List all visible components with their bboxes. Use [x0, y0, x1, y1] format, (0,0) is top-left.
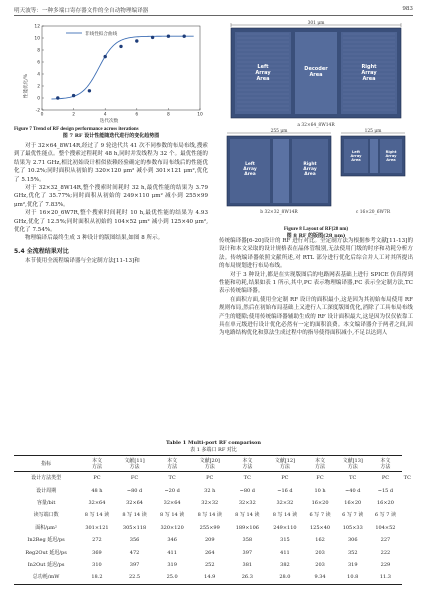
table-cell: 162	[315, 537, 325, 544]
paragraph: 对于 32×64_8W14R,经过了 9 轮迭代共 41 次不同参数的布局布线,搜索到了最优性能点。整个搜索过程耗时 48 h,同时并发线程为 32 个。最优性能的结果为 2.71 GHz,相比初始设计相似依赖经验确定的参数布局布线后的性能优化了 10.2%;同时面积从初始的 320×120 μm² 减小到 301×121 μm²,优化了 5.15%。	[14, 143, 208, 183]
table-row-label: 总功耗/mW	[14, 571, 78, 584]
table-row	[14, 522, 413, 534]
fit-curve	[51, 36, 193, 99]
y-tick-label: 4	[37, 72, 40, 78]
table-row	[14, 571, 413, 584]
y-tick-label: 8	[37, 48, 40, 54]
table-cell: 203	[315, 561, 325, 568]
chart-legend	[66, 30, 118, 37]
table-cell: 9.34	[304, 571, 337, 584]
table-row-label: 设计方法类型	[31, 475, 62, 482]
table-cell: TC	[243, 475, 251, 482]
table-row-label: In2Out 延迟/ps	[27, 561, 65, 568]
chart-points	[56, 35, 186, 100]
header-rule	[14, 15, 413, 16]
legend-label: 非线性拟合曲线	[85, 32, 118, 37]
table-cell: 32×32	[238, 499, 256, 506]
table-cell: 209	[204, 537, 215, 544]
table-cell: 229	[380, 561, 391, 568]
table-cell: 32×32	[276, 499, 294, 506]
y-axis-label: 性能优化/%	[24, 73, 29, 99]
paragraph: 对于 16×20_6W7R,整个搜索时间耗时 10 h,最优性能的结果为 4.93 GHz,优化了 12.5%;同时面积从初始的 104×52 μm² 减小到 125×40 μm²,优化了 7.54%。	[14, 210, 208, 234]
left-array-label: Left Array Area	[350, 150, 362, 162]
section-heading: 5.4 全流程结果对比	[14, 247, 69, 255]
table-cell: 252	[204, 561, 215, 568]
table-cell: 411	[280, 549, 290, 556]
table-cell: 16×20	[344, 499, 362, 506]
y-tick-label: 12	[34, 24, 40, 30]
table-cell: 319	[347, 561, 358, 568]
table-cell: 411	[167, 549, 177, 556]
y-tick-label: 0	[37, 96, 40, 102]
table-cell: 305×118	[122, 524, 147, 531]
fit-line	[51, 36, 193, 99]
figure-8-layouts	[219, 20, 413, 220]
table-row-label: 设计周期	[36, 487, 57, 494]
table-cell: 227	[380, 537, 391, 544]
table-row	[14, 484, 413, 496]
left-column	[14, 20, 208, 265]
table-header-cell: 文献[20] 方法	[191, 456, 229, 472]
data-point	[167, 35, 170, 38]
table-cell: 25.0	[153, 571, 191, 584]
layout-b	[227, 129, 331, 215]
table-row	[14, 472, 413, 485]
subfig-a-label: a 32×64_8W14R	[297, 123, 335, 128]
table-cell: 10.8	[336, 571, 369, 584]
y-tick-label: 6	[37, 60, 40, 66]
table-header-cell: 本文 方法	[304, 456, 337, 472]
table-row-label: Reg2Out 延迟/ps	[25, 549, 67, 556]
table-cell: 301×121	[85, 524, 109, 531]
table-cell: 6 写 7 读	[374, 512, 396, 519]
page-number: 983	[402, 6, 413, 12]
table-cell: 352	[347, 549, 358, 556]
paragraph: 本节使用全流程编译器与全定制方法[11-13]和	[25, 257, 140, 264]
table-row	[14, 546, 413, 558]
data-point	[88, 89, 91, 92]
figure-7-caption-zh: 图 7 RF 设计性能随迭代进行的变化趋势图	[62, 133, 160, 139]
table-cell: 222	[380, 549, 391, 556]
table-cell: ~15 d	[377, 487, 394, 494]
table-row-label: 面积/μm²	[35, 524, 57, 531]
right-column	[219, 20, 413, 338]
figure-8-caption-en: Figure 8 Layout of RF(28 nm)	[283, 227, 349, 232]
table-header-cell: 本文 方法	[229, 456, 267, 472]
table-header-cell: 本文 方法	[369, 456, 402, 472]
table-cell: PC	[93, 475, 101, 482]
figure-7-caption-en: Figure 7 Trend of RF design performance across iterations	[14, 127, 139, 132]
table-row-label: 读写端口数	[33, 512, 59, 519]
table-cell: 10 h	[314, 487, 326, 494]
table-cell: PC	[381, 475, 390, 482]
table-cell: 104×52	[375, 524, 396, 531]
figure-7-caption	[14, 126, 208, 140]
table-header-cell: 文献[11] 方法	[116, 456, 154, 472]
table-cell: PC	[206, 475, 214, 482]
table-caption-en: Table 1 Multi-port RF comparison	[165, 440, 262, 446]
table-1	[14, 440, 413, 585]
table-cell: 358	[242, 537, 253, 544]
right-array-label: Right Array Area	[303, 162, 317, 177]
paragraph: 物理编译后最终生成 3 种设计的版图结果,如图 8 所示。	[25, 235, 164, 242]
table-cell: TC	[168, 475, 176, 482]
table-cell: 32×64	[126, 499, 143, 506]
data-point	[151, 36, 154, 39]
table-row	[14, 509, 413, 521]
table-row	[14, 534, 413, 546]
table-cell: ~16 d	[277, 487, 293, 494]
table-cell: 6 写 7 读	[342, 512, 364, 519]
table-cell: 22.5	[116, 571, 154, 584]
table-cell: 319	[167, 561, 177, 568]
x-tick-label: 4	[103, 112, 107, 118]
table-cell: 32×64	[163, 499, 181, 506]
table-cell: 26.3	[229, 571, 267, 584]
table-cell: 320×120	[160, 524, 184, 531]
table-cell: 14.9	[191, 571, 229, 584]
table-cell: 8 写 14 读	[197, 512, 222, 519]
table-cell: 28.0	[266, 571, 304, 584]
figure-8	[219, 20, 413, 239]
table-cell: 397	[129, 561, 140, 568]
table-row-label: In2Reg 延迟/ps	[27, 537, 65, 544]
data-point	[104, 55, 107, 58]
comparison-table	[14, 455, 413, 585]
table-cell: 255×99	[199, 524, 220, 531]
table-cell: 310	[92, 561, 102, 568]
figure-7-chart	[14, 20, 208, 124]
table-cell: ~40 d	[345, 487, 361, 494]
table-cell: ~80 d	[239, 487, 255, 494]
left-array-label: Left Array Area	[243, 162, 257, 177]
table-cell: FC	[316, 475, 324, 482]
table-cell: 32×32	[201, 499, 219, 506]
paragraph: 在面积方面,使用全定制 RF 设计的面积最小,这是因为其初始布局使用 RF 规则布局,然后在初始布局基础上又进行人工深度版图优化,消除了工具布局布线产生的缝隙;使用传统编译器辅助生成的 RF 设计面积最大,这是因为仅仅依靠工具在单元级进行设计优化必然有一定的面积浪费。本文编译器介于两者之间,因为电路结构优化和算法生成过程中的指导使得面积减小,不足以达到人	[219, 296, 413, 337]
table-cell: 315	[280, 537, 290, 544]
table-cell: 48 h	[91, 487, 103, 494]
layout-c	[341, 129, 405, 215]
table-header-cell: 本文 方法	[78, 456, 116, 472]
table-cell: 8 写 14 读	[235, 512, 260, 519]
table-cell: 249×110	[273, 524, 297, 531]
y-tick-label: 2	[37, 84, 40, 90]
table-header-cell: 文献[13] 方法	[336, 456, 369, 472]
dim-label: 301 μm	[307, 21, 325, 26]
table-cell: 125×40	[310, 524, 331, 531]
x-tick-label: 6	[135, 112, 139, 118]
table-cell: 472	[129, 549, 140, 556]
table-cell: 11.3	[369, 571, 402, 584]
table-cell: 272	[92, 537, 102, 544]
table-cell: 16×20	[311, 499, 329, 506]
running-header-title: 明天波等：一种多端口寄存器文件的全自动物理编译器	[14, 8, 149, 14]
table-header-cell: 本文 方法	[153, 456, 191, 472]
table-row-label: 容量/bit	[36, 499, 56, 506]
y-tick-label: 10	[34, 36, 40, 42]
table-cell: 32×64	[88, 499, 106, 506]
table-cell: TC	[403, 474, 411, 481]
table-cell: 346	[167, 537, 177, 544]
data-point	[135, 39, 138, 42]
x-tick-label: 8	[167, 112, 170, 118]
table-cell: TC	[349, 475, 357, 482]
x-tick-label: 2	[72, 112, 75, 118]
table-cell: 105×33	[342, 524, 363, 531]
table-cell: 8 写 14 读	[272, 512, 298, 519]
table-cell: 356	[129, 537, 140, 544]
data-point	[56, 96, 59, 99]
figure-7	[14, 20, 208, 140]
table-cell: 8 写 14 读	[159, 512, 185, 519]
table-cell: 381	[242, 561, 253, 568]
paragraph: 对于 32×32_8W14R,整个搜索时间耗时 32 h,最优性能的结果为 3.79 GHz,优化了 35.77%;同时面积从初始的 249×110 μm² 减小到 255×99 μm²,优化了 7.83%。	[14, 185, 208, 208]
table-cell: ~80 d	[126, 487, 143, 494]
table-cell: 306	[347, 537, 358, 544]
table-cell: 8 写 14 读	[122, 512, 147, 519]
figure-8-caption-zh: 图 8 RF 的版图(28 nm)	[286, 233, 346, 239]
table-caption-zh: 表 1 多端口 RF 对比	[190, 447, 237, 453]
table-cell: 203	[315, 549, 325, 556]
right-body	[219, 237, 413, 338]
table-cell: 16×20	[376, 499, 394, 506]
x-tick-label: 10	[197, 112, 203, 118]
table-caption	[14, 440, 413, 454]
decoder-label: Decoder Area	[304, 66, 328, 78]
subfig-b-label: b 32×32_8W14R	[260, 210, 298, 215]
layout-a	[231, 21, 401, 128]
table-cell: FC	[130, 475, 139, 482]
table-cell: 18.2	[78, 571, 116, 584]
left-body	[14, 142, 208, 265]
table-cell: ~20 d	[164, 487, 180, 494]
table-cell: 382	[280, 561, 290, 568]
table-row	[14, 559, 413, 571]
plot-frame	[42, 26, 200, 110]
table-cell: 8 写 14 读	[84, 512, 110, 519]
figure-8-caption	[219, 226, 413, 240]
dim-label: 255 μm	[270, 129, 288, 134]
data-point	[119, 45, 122, 48]
x-tick-label: 0	[40, 112, 44, 118]
table-header-row	[14, 456, 413, 472]
right-array-label: Right Array Area	[385, 150, 397, 162]
table-header-metric: 指标	[14, 456, 78, 472]
paragraph: 对于 3 种设计,都是在实现版图后的电路网表基础上进行 SPICE 仿真得到性能和功耗,结果如表 1 所示,其中,PC 表示物理编译器,FC 表示全定制方法,TC 表示传统编译器。	[219, 271, 413, 295]
x-axis-label: 迭代次数	[99, 119, 119, 124]
table-cell: 397	[242, 549, 253, 556]
table-cell: 189×106	[235, 524, 259, 531]
subfig-c-label: c 16×20_6W7R	[355, 210, 391, 215]
dim-label: 125 μm	[364, 129, 382, 134]
table-cell: 6 写 7 读	[309, 512, 331, 519]
table-header-cell: 文献[12] 方法	[266, 456, 304, 472]
chart-axes	[34, 24, 203, 118]
paragraph: 传统编译器[6-20]设计的 RF 进行对比。全定制方法为根据参考文献[11-13]的设计和本文采取的设计规格表在晶体管级别,无法使用门级的时序和功耗分析方法。传统编译器依照文献所述,对 RTL 部分进行优化后综合并人工对其所提出的布局规划进行布局布线。	[219, 238, 413, 270]
table-row	[14, 497, 413, 509]
table-cell: PC	[281, 475, 289, 482]
left-array-label: Left Array Area	[255, 64, 271, 82]
table-cell: 32 h	[204, 487, 216, 494]
table-cell: 369	[92, 549, 102, 556]
table-body	[14, 472, 413, 585]
table-cell: 264	[204, 549, 215, 556]
data-point	[183, 35, 186, 38]
data-point	[72, 94, 75, 97]
right-array-label: Right Array Area	[361, 64, 377, 82]
y-tick-label: -2	[35, 108, 40, 114]
